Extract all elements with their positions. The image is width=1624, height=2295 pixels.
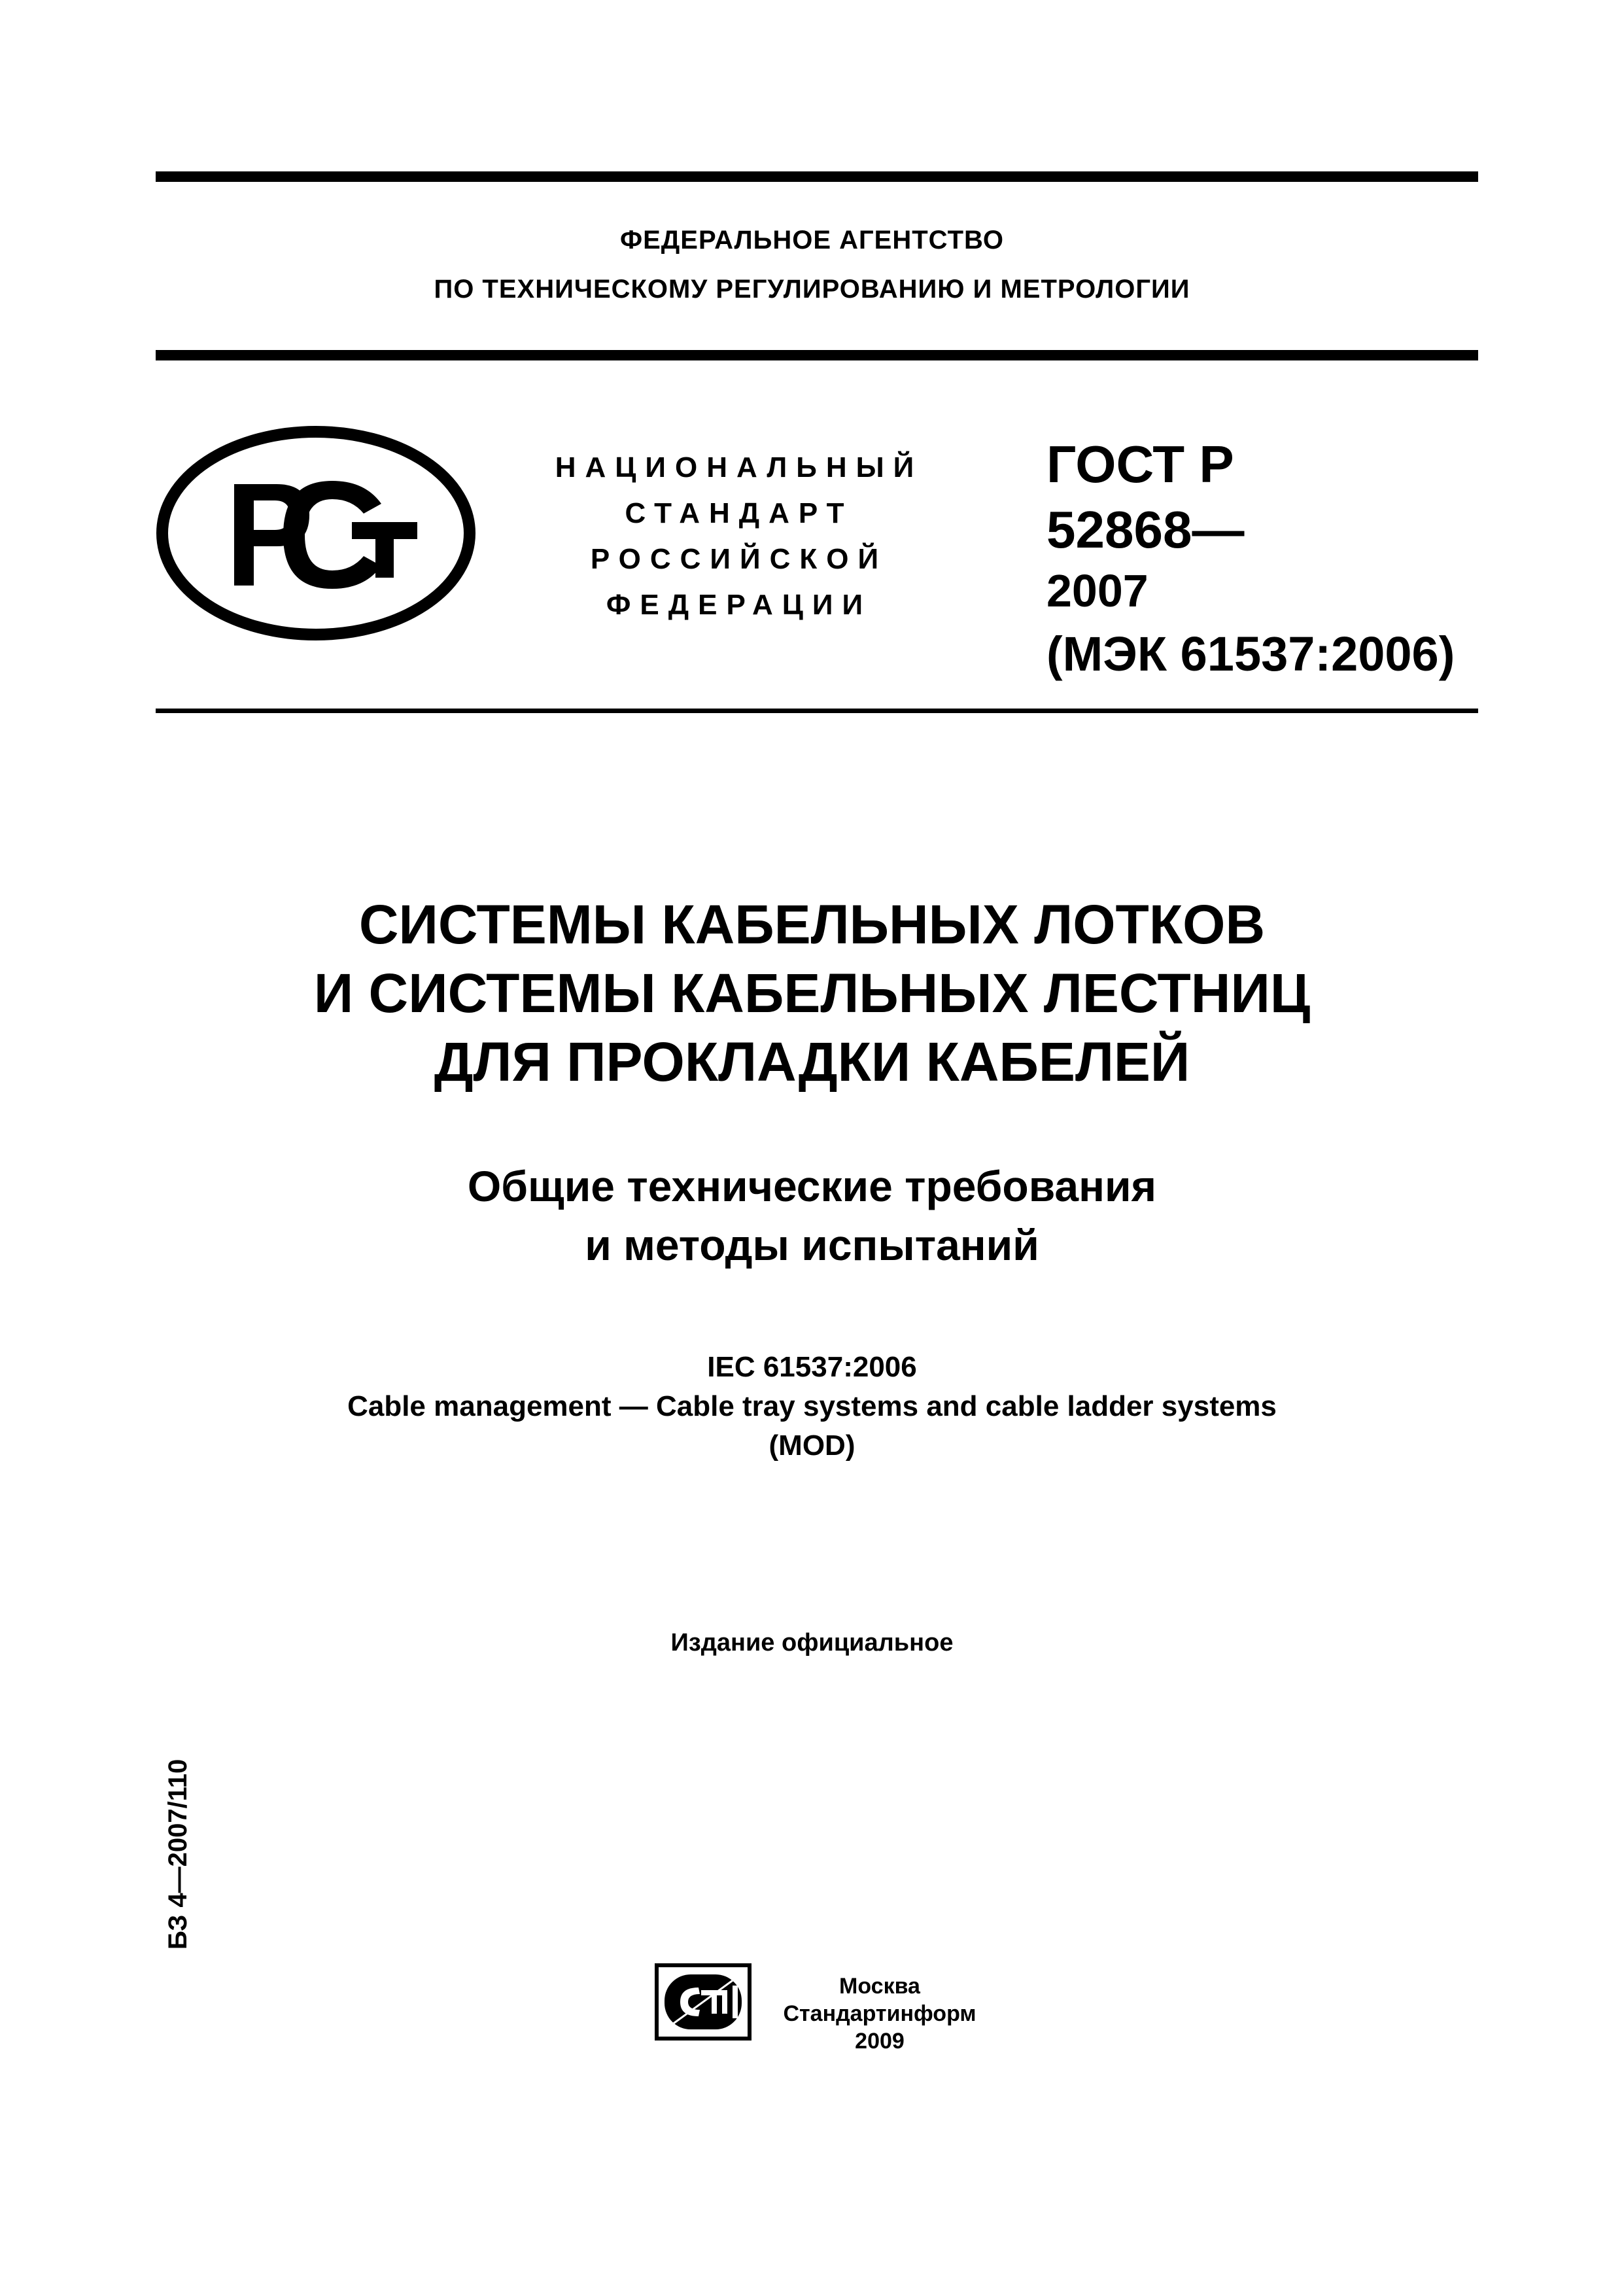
document-title-line-1: СИСТЕМЫ КАБЕЛЬНЫХ ЛОТКОВ — [358, 894, 1266, 955]
edition-note: Издание официальное — [670, 1629, 954, 1656]
agency-line-2: ПО ТЕХНИЧЕСКОМУ РЕГУЛИРОВАНИЮ И МЕТРОЛОГИИ — [434, 275, 1190, 304]
standartinform-logo-icon — [654, 1963, 752, 2041]
publisher-name: Стандартинформ — [783, 2001, 976, 2026]
national-standard-line-1: НАЦИОНАЛЬНЫЙ — [555, 451, 924, 483]
publisher-city: Москва — [839, 1974, 920, 1999]
publication-year: 2009 — [855, 2029, 905, 2054]
national-standard-line-4: ФЕДЕРАЦИИ — [606, 589, 872, 621]
iec-reference-line-3: (MOD) — [769, 1429, 855, 1462]
rst-mark-icon — [156, 425, 476, 641]
document-title-line-3: ДЛЯ ПРОКЛАДКИ КАБЕЛЕЙ — [434, 1031, 1190, 1093]
iec-reference-line-2: Cable management — Cable tray systems and cable ladder systems — [347, 1390, 1277, 1422]
agency-line-1: ФЕДЕРАЛЬНОЕ АГЕНТСТВО — [619, 226, 1005, 254]
document-subtitle-line-2: и методы испытаний — [585, 1221, 1039, 1269]
iec-reference-line-1: IEC 61537:2006 — [707, 1351, 917, 1383]
document-subtitle-line-1: Общие технические требования — [467, 1162, 1157, 1210]
gost-designation-line-4: (МЭК 61537:2006) — [1046, 627, 1455, 681]
agency-bottom-rule — [156, 350, 1478, 360]
side-code: БЗ 4—2007/110 — [164, 1759, 192, 1950]
national-standard-line-2: СТАНДАРТ — [625, 497, 854, 529]
document-title-line-2: И СИСТЕМЫ КАБЕЛЬНЫХ ЛЕСТНИЦ — [313, 962, 1311, 1024]
national-standard-line-3: РОССИЙСКОЙ — [590, 543, 888, 575]
gost-designation-line-2: 52868— — [1046, 500, 1245, 559]
header-bottom-rule — [156, 709, 1478, 713]
gost-designation-line-1: ГОСТ Р — [1046, 435, 1234, 493]
top-rule — [156, 171, 1478, 182]
gost-designation-line-3: 2007 — [1046, 565, 1149, 616]
